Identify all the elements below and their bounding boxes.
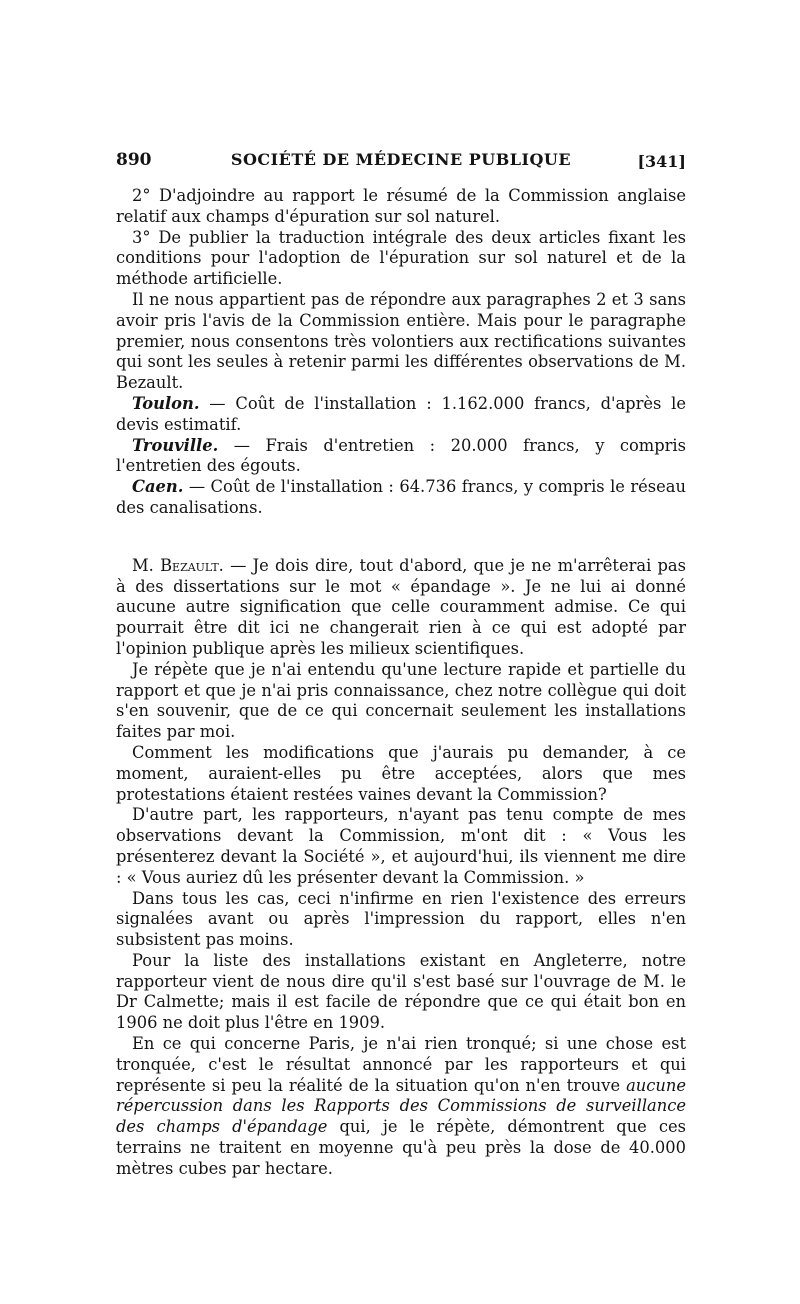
paragraph: Il ne nous appartient pas de répondre aux paragraphes 2 et 3 sans avoir pris l'avis de la Commission entière. Mais pour le paragraphe premier, nous consentons très volontiers aux rectifications suivantes qui sont les seules à retenir parmi les différentes observations de M. Bezault. bbox=[116, 289, 686, 393]
page-header bbox=[116, 150, 686, 178]
place-name: Caen. bbox=[132, 477, 184, 497]
paragraph: 3° De publier la traduction intégrale des deux articles fixant les conditions pour l'adoption de l'épuration sur sol naturel et de la méthode artificielle. bbox=[116, 227, 686, 289]
place-name: Trouville. bbox=[132, 435, 219, 455]
paragraph-text: — Coût de l'installation : 1.162.000 francs, d'après le devis estimatif. bbox=[116, 393, 686, 434]
paragraph: Pour la liste des installations existant en Angleterre, notre rapporteur vient de nous dire qu'il s'est basé sur l'ouvrage de M. le Dr Calmette; mais il est facile de répondre que ce qui était bon en 1906 ne doit plus l'être en 1909. bbox=[116, 950, 686, 1033]
paragraph-speaker bbox=[116, 556, 686, 660]
paragraph: D'autre part, les rapporteurs, n'ayant pas tenu compte de mes observations devant la Commission, m'ont dit : « Vous les présenterez devant la Société », et aujourd'hui, ils viennent me dire : « Vous auriez dû les présenter devant la Commission. » bbox=[116, 805, 686, 887]
paragraph-caen bbox=[116, 477, 686, 519]
paragraph-text: — Frais d'entretien : 20.000 francs, y compris l'entretien des égouts. bbox=[116, 435, 686, 476]
speaker-name: M. Bezault. bbox=[132, 555, 224, 575]
section-gap bbox=[116, 519, 686, 556]
page-number: 890 bbox=[116, 150, 152, 170]
paragraph: Dans tous les cas, ceci n'infirme en rien l'existence des erreurs signalées avant ou après l'impression du rapport, elles n'en subsistent pas moins. bbox=[116, 888, 686, 950]
section-number: [341] bbox=[637, 152, 686, 171]
paragraph-text: En ce qui concerne Paris, je n'ai rien tronqué; si une chose est tronquée, c'est le résultat annoncé par les rapporteurs et qui représente si peu la réalité de la situation qu'on n'en trouve bbox=[116, 1034, 686, 1095]
place-name: Toulon. bbox=[132, 393, 200, 413]
paragraph-text: — Je dois dire, tout d'abord, que je ne m'arrêterai pas à des dissertations sur le mot « épandage ». Je ne lui ai donné aucune autre signification que celle couramment admise. Ce qui pourrait être dit ici ne changerait rien à ce qui est adopté par l'opinion publique après les milieux scientifiques. bbox=[116, 555, 686, 658]
italic-phrase: aucune répercussion dans les Rapports des Commissions de surveillance des champs d'épandage bbox=[116, 1075, 686, 1137]
paragraph bbox=[116, 1034, 686, 1180]
paragraph-text: — Coût de l'installation : 64.736 francs, y compris le réseau des canalisations. bbox=[116, 477, 686, 517]
paragraph: Je répète que je n'ai entendu qu'une lecture rapide et partielle du rapport et que je n'ai pris connaissance, chez notre collègue qui doit s'en souvenir, que de ce qui concernait seulement les installations faites par moi. bbox=[116, 659, 686, 742]
paragraph-trouville bbox=[116, 436, 686, 478]
body-text bbox=[116, 186, 686, 1180]
paragraph-text: qui, je le répète, démontrent que ces terrains ne traitent en moyenne qu'à peu près la dose de 40.000 mètres cubes par hectare. bbox=[116, 1117, 686, 1178]
paragraph: Comment les modifications que j'aurais pu demander, à ce moment, auraient-elles pu être acceptées, alors que mes protestations étaient restées vaines devant la Commission? bbox=[116, 742, 686, 804]
paragraph: 2° D'adjoindre au rapport le résumé de la Commission anglaise relatif aux champs d'épuration sur sol naturel. bbox=[116, 186, 686, 226]
paragraph-toulon bbox=[116, 394, 686, 436]
running-head: SOCIÉTÉ DE MÉDECINE PUBLIQUE bbox=[230, 150, 572, 169]
